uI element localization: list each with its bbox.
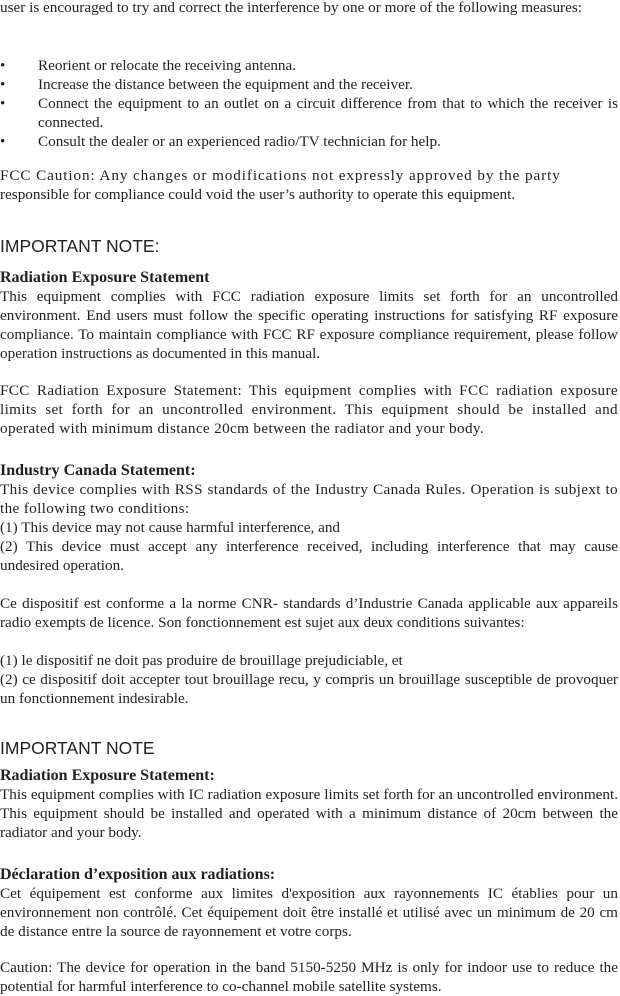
radiation-exposure-body: This equipment complies with FCC radiation exposure limits set forth for an uncontrolled environment. End users must follow the specific operating instructions for satisfying RF exposure compliance. To maintain compliance with FCC RF exposure compliance requirement, please follow operation instructions as documented in this manual. (0, 288, 618, 362)
industry-canada-condition-1: (1) This device may not cause harmful interference, and (0, 519, 341, 536)
fcc-caution-lead: FCC Caution: Any changes or modifications not expressly approved by the party (0, 167, 561, 184)
french-ic-body: Ce dispositif est conforme a la norme CNR- standards d’Industrie Canada applicable aux appareils radio exempts de licence. Son fonctionnement est sujet aux deux conditions suivantes: (0, 595, 618, 631)
industry-canada-condition-2: (2) This device must accept any interference received, including interference that may cause undesired operation. (0, 538, 618, 574)
french-ic-condition-1: (1) le dispositif ne doit pas produire de brouillage prejudiciable, et (0, 652, 403, 669)
declaration-heading: Déclaration d’exposition aux radiations: (0, 866, 276, 883)
band-caution-paragraph: Caution: The device for operation in the band 5150-5250 MHz is only for indoor use to reduce the potential for harmful interference to co-channel mobile satellite systems. (0, 959, 618, 995)
french-ic-condition-2: (2) ce dispositif doit accepter tout brouillage recu, y compris un brouillage susceptible de provoquer un fonctionnement indesirable. (0, 671, 618, 707)
fcc-caution-rest: responsible for compliance could void the user’s authority to operate this equipment. (0, 186, 516, 203)
list-item: • Connect the equipment to an outlet on a circuit difference from that to which the receiver is connected. (0, 95, 618, 131)
intro-paragraph: user is encouraged to try and correct the interference by one or more of the following measures: (0, 0, 582, 16)
radiation-exposure-heading-2: Radiation Exposure Statement: (0, 767, 215, 784)
fcc-caution-paragraph (0, 166, 618, 204)
important-note-heading-2: IMPORTANT NOTE (0, 738, 155, 758)
important-note-heading: IMPORTANT NOTE: (0, 236, 160, 256)
list-item: • Increase the distance between the equipment and the receiver. (0, 76, 413, 93)
list-item: • Consult the dealer or an experienced radio/TV technician for help. (0, 133, 441, 150)
industry-canada-body: This device complies with RSS standards of the Industry Canada Rules. Operation is subjext to the following two conditions: (0, 481, 618, 517)
radiation-exposure-heading: Radiation Exposure Statement (0, 269, 210, 286)
list-item: • Reorient or relocate the receiving antenna. (0, 57, 297, 74)
industry-canada-heading: Industry Canada Statement: (0, 462, 196, 479)
fcc-radiation-statement: FCC Radiation Exposure Statement: This equipment complies with FCC radiation exposure limits set forth for an uncontrolled environment. This equipment should be installed and operated with minimum distance 20cm between the radiator and your body. (0, 382, 618, 437)
measures-list (0, 56, 618, 151)
radiation-exposure-body-2: This equipment complies with IC radiation exposure limits set forth for an uncontrolled environment. This equipment should be installed and operated with a minimum distance of 20cm between the radiator and your body. (0, 786, 618, 841)
declaration-body: Cet équipement est conforme aux limites d'exposition aux rayonnements IC établies pour un environnement non contrôlé. Cet équipement doit être installé et utilisé avec un minimum de 20 cm de distance entre la source de rayonnement et votre corps. (0, 885, 618, 940)
